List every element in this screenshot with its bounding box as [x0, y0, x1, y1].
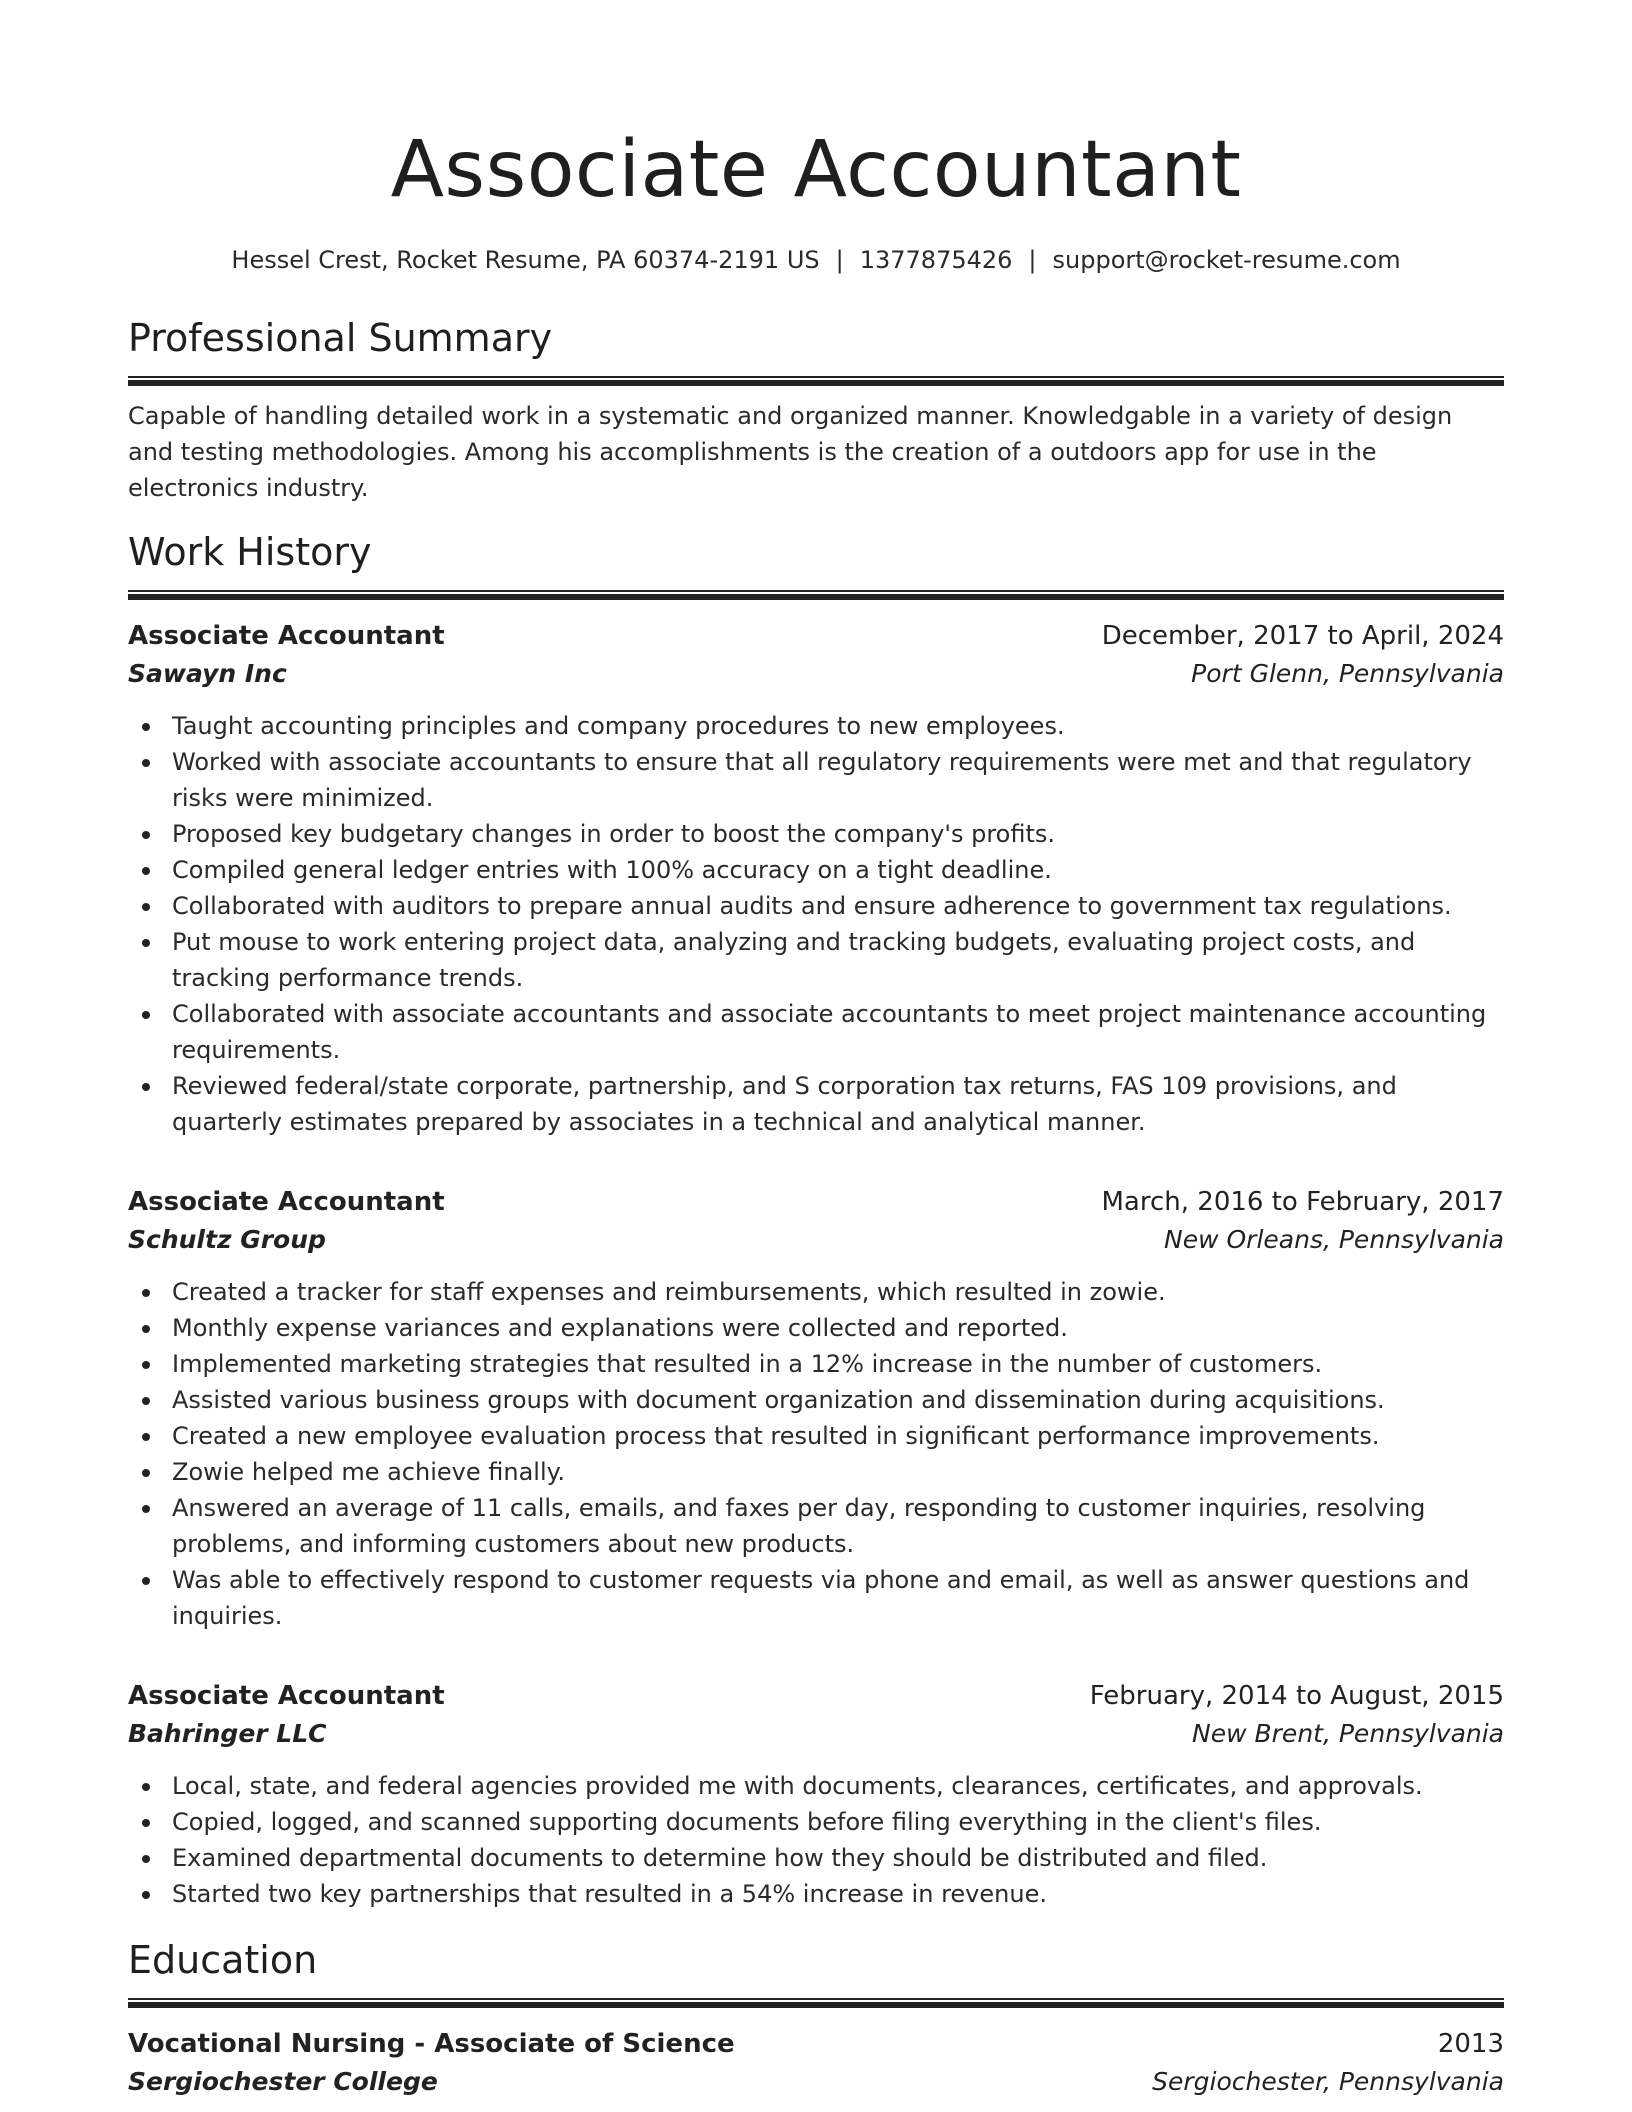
job-location: New Orleans, Pennsylvania	[1164, 1225, 1504, 1254]
job-entry	[128, 618, 1504, 1140]
job-bullets	[128, 708, 1504, 1140]
education-section	[128, 1936, 1504, 2100]
resume-name: Associate Accountant	[390, 125, 1242, 215]
job-bullet: Worked with associate accountants to ensure that all regulatory requirements were met and that regulatory risks were minimized.	[128, 744, 1504, 816]
section-title: Professional Summary	[128, 316, 553, 360]
professional-summary-section	[128, 314, 1504, 506]
job-bullet: Created a tracker for staff expenses and reimbursements, which resulted in zowie.	[128, 1274, 1504, 1310]
contact-email: support@rocket-resume.com	[1052, 246, 1401, 274]
contact-phone: 1377875426	[859, 246, 1013, 274]
section-divider	[128, 1998, 1504, 2008]
job-location: New Brent, Pennsylvania	[1192, 1719, 1504, 1748]
job-bullet: Examined departmental documents to determine how they should be distributed and filed.	[128, 1840, 1504, 1876]
job-bullet: Assisted various business groups with document organization and dissemination during acquisitions.	[128, 1382, 1504, 1418]
job-entry	[128, 1184, 1504, 1634]
section-divider	[128, 590, 1504, 600]
contact-separator: |	[835, 246, 844, 274]
job-dates: February, 2014 to August, 2015	[1089, 1681, 1504, 1711]
job-dates: December, 2017 to April, 2024	[1101, 621, 1504, 651]
job-title: Associate Accountant	[128, 1187, 445, 1217]
job-bullets	[128, 1274, 1504, 1634]
job-bullet: Answered an average of 11 calls, emails, and faxes per day, responding to customer inquiries, resolving problems, and informing customers about new products.	[128, 1490, 1504, 1562]
job-bullet: Created a new employee evaluation process that resulted in significant performance improvements.	[128, 1418, 1504, 1454]
job-bullet: Reviewed federal/state corporate, partnership, and S corporation tax returns, FAS 109 provisions, and quarterly estimates prepared by associates in a technical and analytical manner.	[128, 1068, 1504, 1140]
job-bullet: Put mouse to work entering project data, analyzing and tracking budgets, evaluating project costs, and tracking performance trends.	[128, 924, 1504, 996]
job-bullet: Started two key partnerships that resulted in a 54% increase in revenue.	[128, 1876, 1504, 1912]
job-dates: March, 2016 to February, 2017	[1101, 1187, 1504, 1217]
resume-page	[128, 118, 1504, 2100]
job-bullet: Copied, logged, and scanned supporting documents before filing everything in the client's files.	[128, 1804, 1504, 1840]
education-school: Sergiochester College	[128, 2067, 438, 2096]
education-entry	[128, 2026, 1504, 2100]
job-bullet: Monthly expense variances and explanations were collected and reported.	[128, 1310, 1504, 1346]
job-bullet: Zowie helped me achieve finally.	[128, 1454, 1504, 1490]
job-bullets	[128, 1768, 1504, 1912]
section-divider	[128, 376, 1504, 386]
section-title: Education	[128, 1938, 318, 1982]
job-entry	[128, 1678, 1504, 1912]
job-bullet: Local, state, and federal agencies provided me with documents, clearances, certificates, and approvals.	[128, 1768, 1504, 1804]
job-bullet: Implemented marketing strategies that resulted in a 12% increase in the number of customers.	[128, 1346, 1504, 1382]
job-company: Schultz Group	[128, 1225, 326, 1254]
education-location: Sergiochester, Pennsylvania	[1152, 2067, 1504, 2096]
summary-text: Capable of handling detailed work in a systematic and organized manner. Knowledgable in a variety of design and testing methodologies. Among his accomplishments is the creation of a outdoors app for use in the electronics industry.	[128, 402, 1453, 502]
job-bullet: Collaborated with auditors to prepare annual audits and ensure adherence to government tax regulations.	[128, 888, 1504, 924]
job-bullet: Collaborated with associate accountants and associate accountants to meet project maintenance accounting requirements.	[128, 996, 1504, 1068]
job-bullet: Compiled general ledger entries with 100% accuracy on a tight deadline.	[128, 852, 1504, 888]
section-title: Work History	[128, 530, 372, 574]
education-degree: Vocational Nursing - Associate of Science	[128, 2029, 735, 2059]
work-history-section	[128, 528, 1504, 1912]
contact-separator: |	[1028, 246, 1037, 274]
contact-address: Hessel Crest, Rocket Resume, PA 60374-2191 US	[231, 246, 820, 274]
job-bullet: Was able to effectively respond to customer requests via phone and email, as well as answer questions and inquiries.	[128, 1562, 1504, 1634]
job-bullet: Proposed key budgetary changes in order to boost the company's profits.	[128, 816, 1504, 852]
job-title: Associate Accountant	[128, 1681, 445, 1711]
job-company: Bahringer LLC	[128, 1719, 327, 1748]
job-title: Associate Accountant	[128, 621, 445, 651]
job-location: Port Glenn, Pennsylvania	[1191, 659, 1504, 688]
contact-line	[128, 244, 1504, 276]
job-bullet: Taught accounting principles and company procedures to new employees.	[128, 708, 1504, 744]
job-company: Sawayn Inc	[128, 659, 287, 688]
education-year: 2013	[1437, 2029, 1504, 2059]
